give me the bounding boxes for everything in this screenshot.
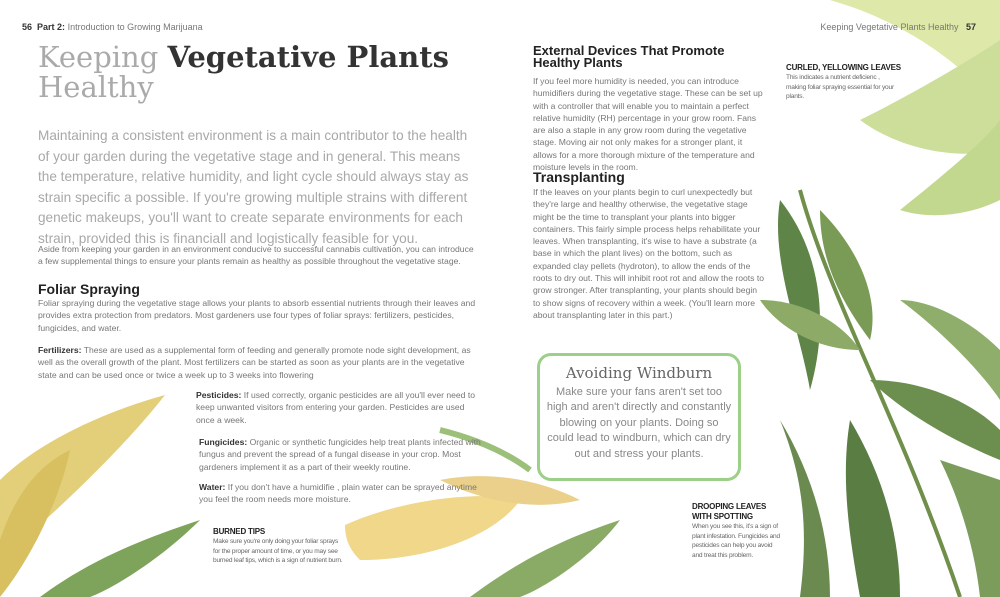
windburn-text: Make sure your fans aren't set too high and aren't directly and constantly blowing on your plants. Doing so could lead to windburn, which can dry out and stress your plants. bbox=[546, 386, 732, 460]
water-paragraph bbox=[199, 481, 484, 506]
caption-text: This indicates a nutrient deficienc , making foliar spraying essential for your plants. bbox=[786, 74, 894, 100]
external-devices-paragraph: If you feel more humidity is needed, you can introduce humidifiers during the vegetative stage. These can be set up with a controller that will enable you to maintain a perfect relative humidity (RH) percentage in your grow room. Fans are also a staple in any grow room during the vegetative stage. Moving air not only makes for a stronger plant, it allows for a more thorough mixture of the temperature and moisture levels in the room. bbox=[533, 76, 763, 173]
foliar-spraying-heading: Foliar Spraying bbox=[38, 281, 140, 297]
term: Pesticides: bbox=[196, 390, 242, 400]
windburn-title: Avoiding Windburn bbox=[565, 364, 713, 382]
caption-heading: DROOPING LEAVES WITH SPOTTING bbox=[692, 502, 767, 521]
external-devices-heading: External Devices That Promote Healthy Plants bbox=[533, 43, 725, 70]
yellow-leaf-bottom-left-illustration bbox=[0, 395, 200, 597]
caption-text: Make sure you're only doing your foliar sprays for the proper amount of time, or you may see burned leaf tips, which is a sign of nutrient burn. bbox=[213, 538, 343, 564]
title-bold-part: Vegetative Plants bbox=[167, 40, 449, 74]
fertilizers-paragraph bbox=[38, 344, 478, 381]
part-title: Introduction to Growing Marijuana bbox=[67, 22, 203, 32]
definition: If you don't have a humidifie , plain water can be sprayed anytime you feel the room needs more moisture. bbox=[199, 482, 477, 505]
term: Fertilizers: bbox=[38, 345, 82, 355]
definition: Organic or synthetic fungicides help treat plants infected with fungus and prevent the spread of a fungal disease in your crop. Most gardeners implement it as a part of their weekly routine. bbox=[199, 437, 481, 472]
yellow-leaf-top-right-illustration bbox=[830, 0, 1000, 215]
term: Water: bbox=[199, 482, 226, 492]
caption-heading: BURNED TIPS bbox=[213, 527, 266, 536]
running-head: Keeping Vegetative Plants Healthy bbox=[820, 22, 959, 32]
title-light-part-2: Healthy bbox=[38, 70, 154, 104]
green-cannabis-plant-illustration bbox=[760, 190, 1000, 597]
term: Fungicides: bbox=[199, 437, 248, 447]
fungicides-paragraph bbox=[199, 436, 484, 473]
windburn-sidebar-box bbox=[537, 353, 741, 481]
transplanting-paragraph: If the leaves on your plants begin to curl unexpectedly but they're large and healthy otherwise, the vegetative stage might be the time to transplant your plants into bigger containers. This fairly simple process helps rehabilitate your leaves. When transplanting, it's wise to have a substrate (a base in which the plant lives) on the bottom, such as expanded clay pellets (hydroton), to allow the ends of the roots to dry out. This will inhibit root rot and allow the roots to grow stronger. After transplanting, your plants should begin to show signs of recovery within a week. (You'll learn more about transplanting later in this part.) bbox=[533, 187, 765, 320]
definition: These are used as a supplemental form of feeding and generally promote node sight development, as well as the overall growth of the plant. Most fertilizers can be started as soon as your plants are in the vegetative state and can be used once or twice a week up to 3 weeks into flowering bbox=[38, 345, 471, 380]
aside-paragraph: Aside from keeping your garden in an environment conducive to successful cannabis cultivation, you can introduce a few supplemental things to ensure your plants remain as healthy as possible throughout the vegetative stage. bbox=[38, 244, 474, 267]
page-title bbox=[38, 42, 449, 102]
title-light-part: Keeping bbox=[38, 40, 159, 74]
page-number-left: 56 bbox=[22, 22, 33, 32]
caption-heading: CURLED, YELLOWING LEAVES bbox=[786, 63, 901, 72]
foliar-spraying-paragraph: Foliar spraying during the vegetative stage allows your plants to absorb essential nutrients through their leaves and provides extra protection from predators. Most gardeners use four types of foliar sprays: fertilizers, pesticides, fungicides, and water. bbox=[38, 298, 476, 333]
definition: If used correctly, organic pesticides are all you'll ever need to keep unwanted visitors from entering your garden. Pesticides are used once a week. bbox=[196, 390, 476, 425]
burned-tips-caption bbox=[213, 527, 343, 566]
intro-paragraph: Maintaining a consistent environment is a main contributor to the health of your garden during the vegetative stage and in general. This means the temperature, relative humidity, and light cycle should always stay as strain specific a possible. If you're growing multiple strains with different genetic makeups, you'll want to create separate environments for each strain, provided this is financiall and logistically feasible for you. bbox=[38, 128, 469, 246]
left-page-header bbox=[22, 22, 203, 32]
right-page-header bbox=[820, 22, 976, 32]
caption-text: When you see this, it's a sign of plant infestation. Fungicides and pesticides can help you avoid and treat this problem. bbox=[692, 523, 780, 559]
curled-leaves-caption bbox=[786, 63, 901, 102]
part-label: Part 2: bbox=[37, 22, 66, 32]
transplanting-heading: Transplanting bbox=[533, 169, 625, 185]
drooping-leaves-caption bbox=[692, 502, 782, 560]
page-number-right: 57 bbox=[965, 22, 976, 32]
pesticides-paragraph bbox=[196, 389, 481, 426]
